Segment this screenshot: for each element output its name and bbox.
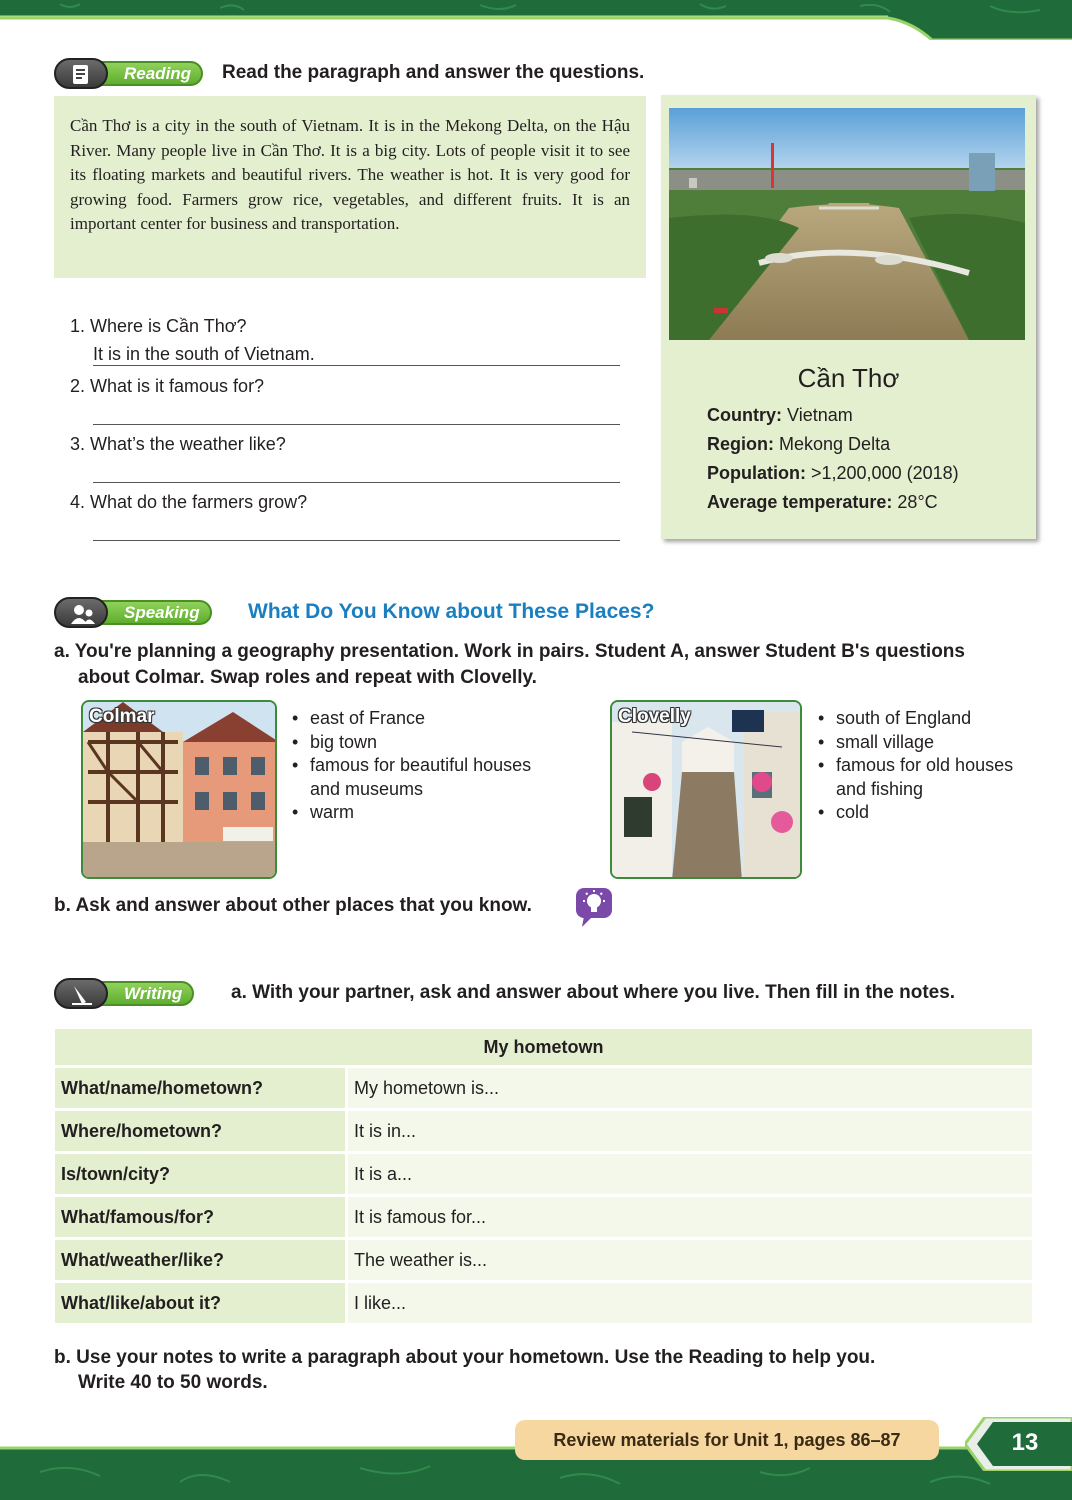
top-decorative-band	[0, 0, 1072, 40]
table-title: My hometown	[55, 1029, 1032, 1065]
question-1: 1. Where is Cần Thơ?	[70, 316, 247, 336]
writing-badge	[54, 978, 224, 1008]
answer-1: It is in the south of Vietnam.	[93, 344, 620, 366]
can-tho-photo	[669, 108, 1025, 340]
hometown-notes-table	[55, 1026, 1032, 1326]
fact-region: Region: Mekong Delta	[707, 434, 891, 454]
table-row: Is/town/city? It is a...	[55, 1154, 1032, 1194]
list-item: • famous for beautiful houses and museums	[290, 754, 531, 801]
fact-country: Country: Vietnam	[707, 405, 853, 425]
reading-badge	[54, 58, 219, 88]
note-field[interactable]: It is in...	[345, 1111, 1032, 1151]
writing-badge-label: Writing	[72, 981, 194, 1006]
note-field[interactable]: It is famous for...	[345, 1197, 1032, 1237]
review-materials-tag: Review materials for Unit 1, pages 86–87	[515, 1420, 939, 1460]
colmar-label: Colmar	[89, 706, 155, 727]
reading-heading: Read the paragraph and answer the questions.	[222, 62, 645, 83]
table-row: What/like/about it? I like...	[55, 1283, 1032, 1323]
people-talking-icon	[54, 597, 108, 628]
lightbulb-icon	[574, 886, 614, 928]
list-item: • big town	[290, 731, 531, 755]
clovelly-label: Clovelly	[618, 706, 691, 727]
speaking-badge-label: Speaking	[72, 600, 212, 625]
reading-passage: Cần Thơ is a city in the south of Vietnam. It is in the Mekong Delta, on the Hậu River. Many people live in Cần Thơ. It is a big city. Lots of people visit it to see its floating markets and beautiful rivers. The weather is hot. It is very good for growing food. Farmers grow rice, vegetables, and different fruits. It is an important center for business and transportation.	[70, 116, 630, 233]
page-number-tab	[965, 1417, 1072, 1471]
speaking-title: What Do You Know about These Places?	[248, 600, 655, 623]
fact-population: Population: >1,200,000 (2018)	[707, 463, 959, 483]
list-item: • east of France	[290, 707, 531, 731]
fact-file-title: Cần Thơ	[797, 363, 900, 393]
fact-temperature: Average temperature: 28°C	[707, 492, 938, 512]
speaking-instruction-b: b. Ask and answer about other places that you know.	[54, 895, 532, 916]
table-row: What/weather/like? The weather is...	[55, 1240, 1032, 1280]
clovelly-facts	[816, 707, 1013, 825]
note-field[interactable]: My hometown is...	[345, 1068, 1032, 1108]
list-item: • south of England	[816, 707, 1013, 731]
document-icon	[54, 58, 108, 89]
reading-passage-box	[54, 96, 646, 278]
page-number: 13	[1011, 1429, 1039, 1456]
speaking-instruction-a-line2: about Colmar. Swap roles and repeat with Clovelly.	[78, 667, 537, 688]
colmar-facts	[290, 707, 531, 825]
answer-2-line[interactable]	[93, 403, 620, 425]
speaking-instruction-a-line1: a. You're planning a geography presentation. Work in pairs. Student A, answer Student B's questions	[54, 641, 965, 662]
clovelly-photo	[610, 700, 802, 879]
reading-badge-label: Reading	[72, 61, 203, 86]
pen-icon	[54, 978, 108, 1009]
can-tho-fact-file	[661, 95, 1036, 539]
note-field[interactable]: I like...	[345, 1283, 1032, 1323]
list-item: • cold	[816, 801, 1013, 825]
list-item: • small village	[816, 731, 1013, 755]
list-item: • warm	[290, 801, 531, 825]
table-row: What/name/hometown? My hometown is...	[55, 1068, 1032, 1108]
list-item: • famous for old houses and fishing	[816, 754, 1013, 801]
question-4: 4. What do the farmers grow?	[70, 492, 308, 512]
table-row: Where/hometown? It is in...	[55, 1111, 1032, 1151]
speaking-badge	[54, 597, 234, 627]
colmar-photo	[81, 700, 277, 879]
note-field[interactable]: It is a...	[345, 1154, 1032, 1194]
question-3: 3. What’s the weather like?	[70, 434, 286, 454]
writing-instruction-b-line2: Write 40 to 50 words.	[78, 1372, 268, 1393]
question-2: 2. What is it famous for?	[70, 376, 265, 396]
writing-instruction-b-line1: b. Use your notes to write a paragraph about your hometown. Use the Reading to help you.	[54, 1347, 876, 1368]
note-field[interactable]: The weather is...	[345, 1240, 1032, 1280]
table-row: What/famous/for? It is famous for...	[55, 1197, 1032, 1237]
answer-4-line[interactable]	[93, 519, 620, 541]
writing-heading: a. With your partner, ask and answer about where you live. Then fill in the notes.	[231, 982, 956, 1003]
answer-3-line[interactable]	[93, 461, 620, 483]
